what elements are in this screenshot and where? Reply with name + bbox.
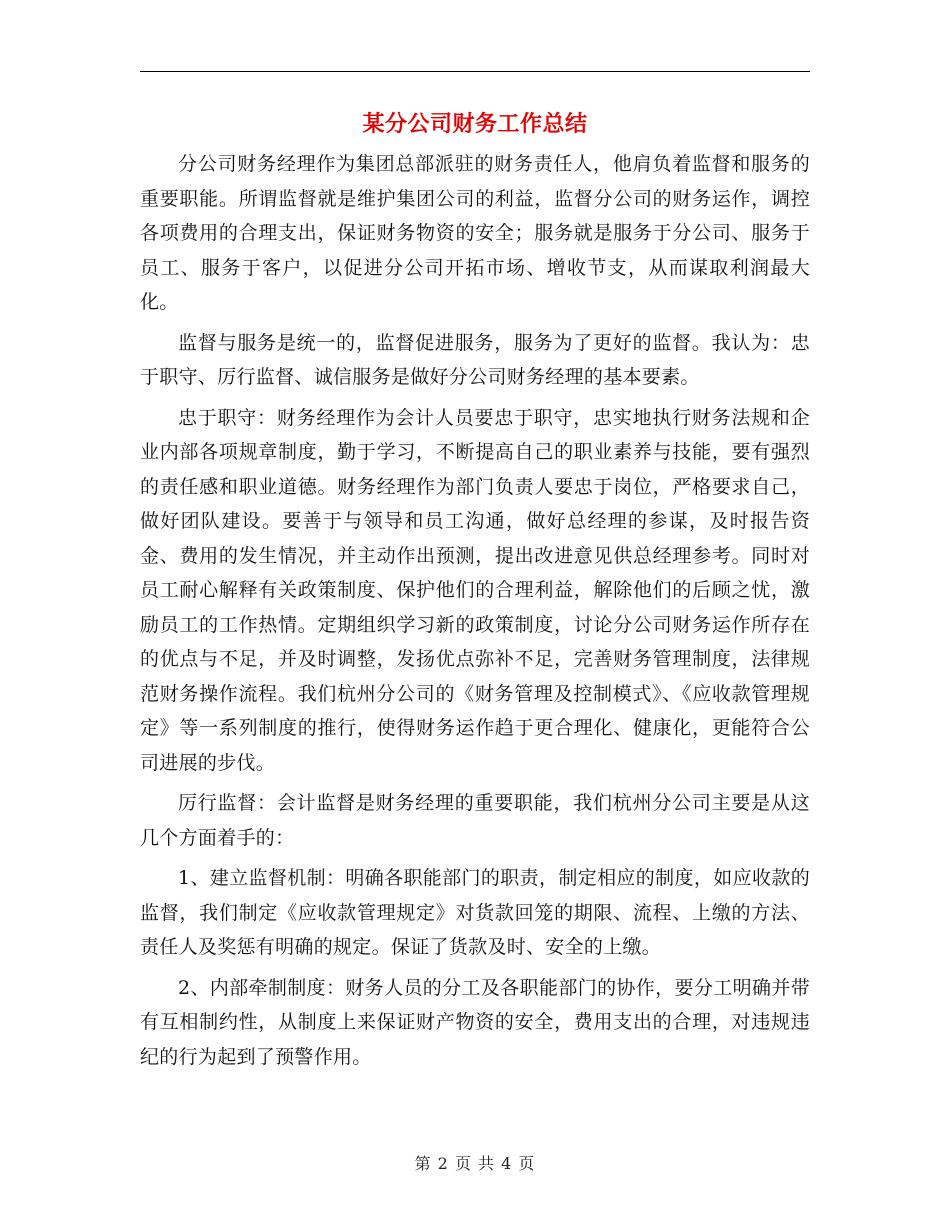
paragraph-strict-supervision: 厉行监督：会计监督是财务经理的重要职能，我们杭州分公司主要是从这几个方面着手的： xyxy=(140,792,810,849)
paragraph-item-1: 1、建立监督机制：明确各职能部门的职责，制定相应的制度，如应收款的监督，我们制定《应收款管理规定》对货款回笼的期限、流程、上缴的方法、责任人及奖惩有明确的规定。保证了货款及时、安全的上缴。 xyxy=(140,867,810,958)
paragraph-supervision-service: 监督与服务是统一的，监督促进服务，服务为了更好的监督。我认为：忠于职守、厉行监督、诚信服务是做好分公司财务经理的基本要素。 xyxy=(140,331,810,388)
document-title: 某分公司财务工作总结 xyxy=(362,111,588,137)
paragraph-intro: 分公司财务经理作为集团总部派驻的财务责任人，他肩负着监督和服务的重要职能。所谓监督就是维护集团公司的利益，监督分公司的财务运作，调控各项费用的合理支出，保证财务物资的安全；服务就是服务于分公司、服务于员工、服务于客户，以促进分公司开拓市场、增收节支，从而谋取利润最大化。 xyxy=(140,153,810,313)
page-number: 第 2 页 共 4 页 xyxy=(414,1154,536,1173)
paragraph-loyalty: 忠于职守：财务经理作为会计人员要忠于职守，忠实地执行财务法规和企业内部各项规章制度，勤于学习，不断提高自己的职业素养与技能，要有强烈的责任感和职业道德。财务经理作为部门负责人要忠于岗位，严格要求自己，做好团队建设。要善于与领导和员工沟通，做好总经理的参谋，及时报告资金、费用的发生情况，并主动作出预测，提出改进意见供总经理参考。同时对员工耐心解释有关政策制度、保护他们的合理利益，解除他们的后顾之忧，激励员工的工作热情。定期组织学习新的政策制度，讨论分公司财务运作所存在的优点与不足，并及时调整，发扬优点弥补不足，完善财务管理制度，法律规范财务操作流程。我们杭州分公司的《财务管理及控制模式》、《应收款管理规定》等一系列制度的推行，使得财务运作趋于更合理化、健康化，更能符合公司进展的步伐。 xyxy=(140,406,810,774)
paragraph-item-2: 2、内部牵制制度：财务人员的分工及各职能部门的协作，要分工明确并带有互相制约性，从制度上来保证财产物资的安全，费用支出的合理，对违规违纪的行为起到了预警作用。 xyxy=(140,976,810,1068)
document-body xyxy=(140,147,810,1080)
header-rule xyxy=(140,71,810,72)
